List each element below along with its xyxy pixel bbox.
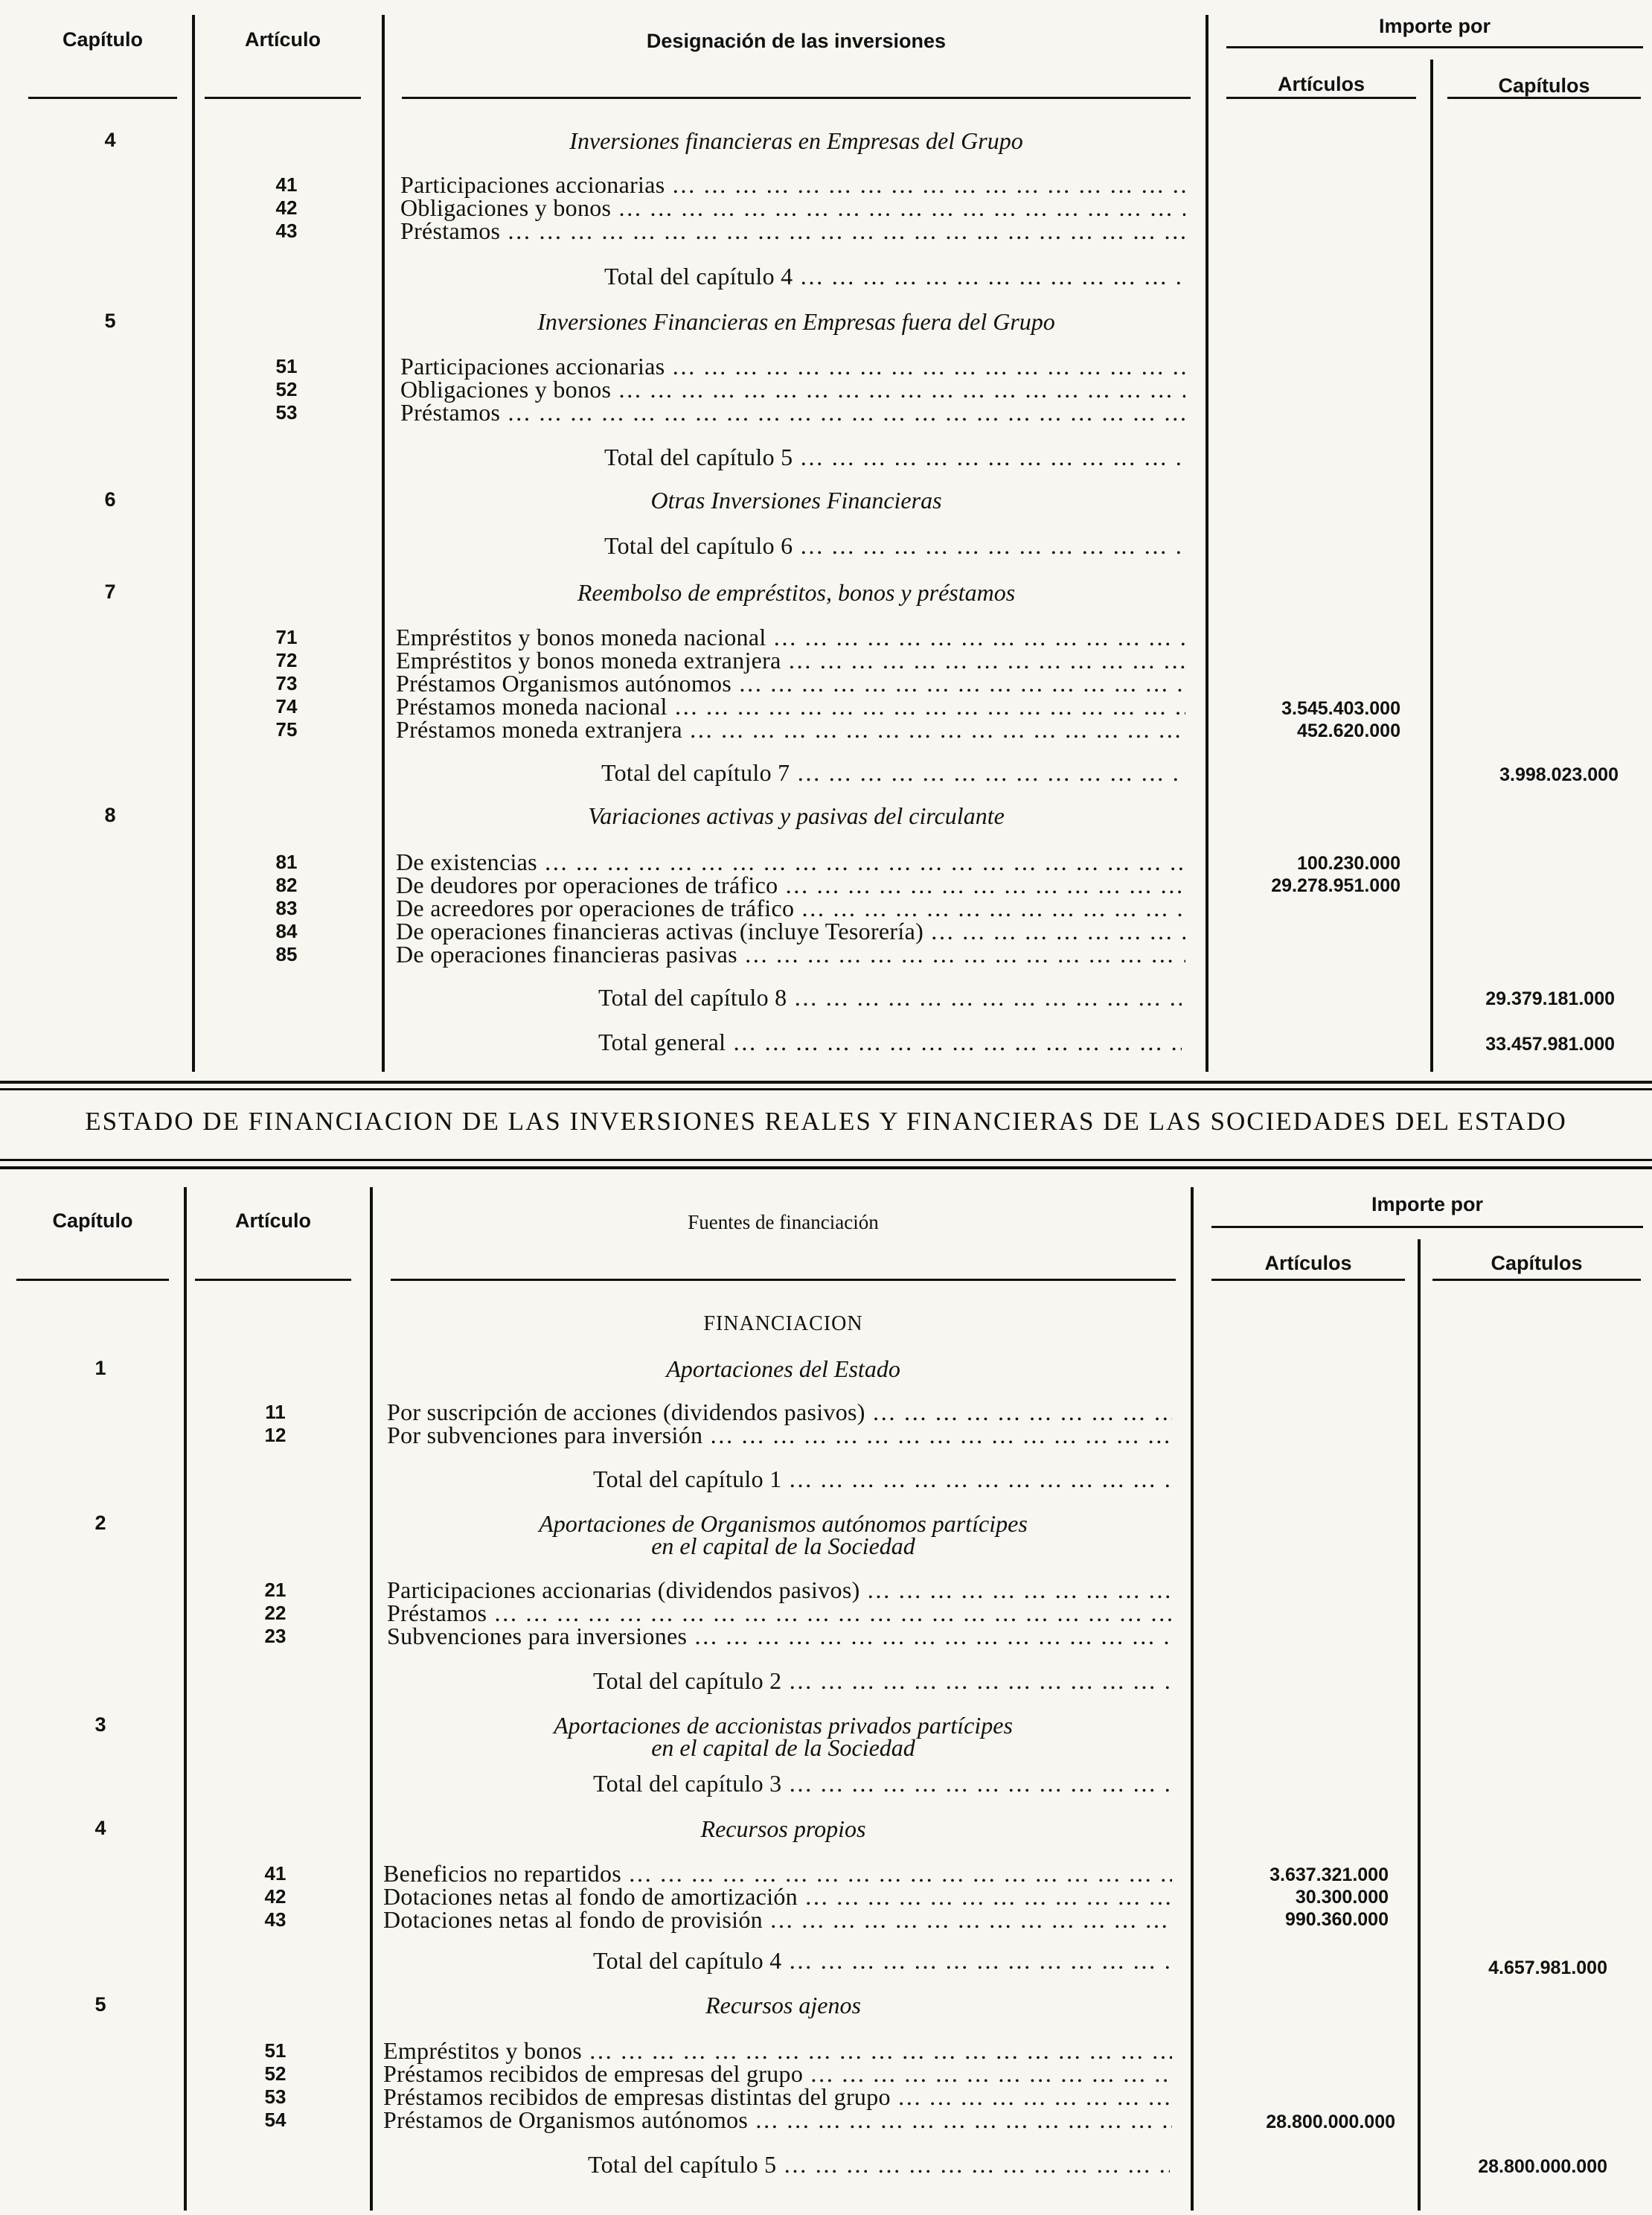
header-importe-por: Importe por <box>1378 15 1491 37</box>
chapter-title: Aportaciones de accionistas privados partícipes <box>554 1712 1013 1739</box>
article-line: Participaciones accionarias (dividendos pasivos) … … … … … … … … … … … … … … … … … … … … … … … … … … … … … … <box>387 1576 1172 1604</box>
column-divider <box>1191 1187 1194 2211</box>
chapter-number: 3 <box>95 1713 106 1736</box>
article-line: Beneficios no repartidos … … … … … … … … … … … … … … … … … … … … … … … … … … … … … … <box>383 1860 1172 1888</box>
article-amount: 3.637.321.000 <box>1270 1864 1389 1885</box>
article-line: Dotaciones netas al fondo de provisión … … … … … … … … … … … … … … … … … … … … … … … … … … … … … … <box>383 1906 1172 1934</box>
article-number: 53 <box>275 401 298 423</box>
header-capitulo: Capítulo <box>63 28 143 51</box>
article-number: 41 <box>264 1862 286 1885</box>
chapter-amount: 3.998.023.000 <box>1499 764 1619 785</box>
header-rule <box>1211 1279 1405 1281</box>
grand-total: Total general … … … … … … … … … … … … … … … … … … … … … … … … … … … … … … <box>598 1029 1182 1056</box>
article-amount: 3.545.403.000 <box>1281 698 1400 719</box>
article-number: 12 <box>264 1424 286 1446</box>
chapter-number: 4 <box>95 1817 106 1839</box>
chapter-total: Total del capítulo 8 … … … … … … … … … … … … … … … … … … … … … … … … … … … … … … <box>598 984 1182 1011</box>
article-line: Dotaciones netas al fondo de amortización … … … … … … … … … … … … … … … … … … … … … … … … … … … … … … <box>383 1883 1172 1911</box>
chapter-title: Inversiones financieras en Empresas del Grupo <box>569 127 1023 154</box>
chapter-number: 1 <box>95 1357 106 1379</box>
article-number: 74 <box>275 695 298 717</box>
section-rule <box>0 1088 1652 1090</box>
article-amount: 30.300.000 <box>1295 1887 1389 1908</box>
article-amount: 990.360.000 <box>1284 1909 1389 1930</box>
chapter-total: Total del capítulo 4 … … … … … … … … … … … … … … … … … … … … … … … … … … … … … … <box>593 1947 1170 1975</box>
article-number: 81 <box>275 851 298 873</box>
article-number: 83 <box>275 897 298 919</box>
chapter-number: 8 <box>104 804 116 826</box>
article-line: Empréstitos y bonos … … … … … … … … … … … … … … … … … … … … … … … … … … … … … … <box>383 2037 1172 2065</box>
column-divider <box>382 15 385 1072</box>
article-line: De acreedores por operaciones de tráfico … … … … … … … … … … … … … … … … … … … … … … … … … … … … … … <box>396 895 1185 922</box>
header-rule <box>1432 1279 1641 1281</box>
column-divider <box>184 1187 187 2211</box>
chapter-number: 7 <box>104 581 116 603</box>
article-amount: 100.230.000 <box>1296 853 1400 874</box>
header-capitulos: Capítulos <box>1498 74 1590 97</box>
header-designacion: Designación de las inversiones <box>646 30 947 52</box>
article-number: 51 <box>264 2039 286 2062</box>
inversiones-table <box>0 0 1652 1072</box>
article-line: Préstamos … … … … … … … … … … … … … … … … … … … … … … … … … … … … … … <box>400 217 1185 245</box>
header-rule <box>195 1279 351 1281</box>
section-rule <box>0 1159 1652 1161</box>
header-capitulo: Capítulo <box>52 1209 133 1232</box>
article-line: Préstamos recibidos de empresas distintas del grupo … … … … … … … … … … … … … … … … … … … … … … … … … … … … … … <box>383 2083 1172 2111</box>
article-line: Obligaciones y bonos … … … … … … … … … … … … … … … … … … … … … … … … … … … … … … <box>400 376 1185 403</box>
chapter-number: 6 <box>104 488 116 511</box>
article-amount: 452.620.000 <box>1296 720 1400 741</box>
section-rule <box>0 1166 1652 1169</box>
article-number: 42 <box>264 1885 286 1908</box>
article-line: Préstamos recibidos de empresas del grupo … … … … … … … … … … … … … … … … … … … … … … … … … … … … … … <box>383 2060 1172 2088</box>
chapter-total: Total del capítulo 6 … … … … … … … … … … … … … … … … … … … … … … … … … … … … … … <box>604 532 1181 560</box>
chapter-amount: 28.800.000.000 <box>1478 2156 1607 2177</box>
article-number: 84 <box>275 920 298 942</box>
chapter-amount: 4.657.981.000 <box>1488 1957 1607 1978</box>
header-rule <box>28 97 177 99</box>
section-heading: FINANCIACION <box>703 1312 863 1335</box>
chapter-title: Recursos propios <box>700 1815 866 1842</box>
chapter-total: Total del capítulo 4 … … … … … … … … … … … … … … … … … … … … … … … … … … … … … … <box>604 263 1181 290</box>
article-amount: 29.278.951.000 <box>1271 875 1400 896</box>
chapter-title-line2: en el capital de la Sociedad <box>651 1734 915 1761</box>
column-divider <box>1206 15 1208 1072</box>
header-rule <box>402 97 1191 99</box>
article-number: 53 <box>264 2085 286 2108</box>
chapter-total: Total del capítulo 5 … … … … … … … … … … … … … … … … … … … … … … … … … … … … … … <box>604 444 1181 471</box>
article-line: De operaciones financieras activas (incluye Tesorería) … … … … … … … … … … … … … … … … … … … … … … … … … … … … … … <box>396 918 1185 945</box>
article-line: Préstamos … … … … … … … … … … … … … … … … … … … … … … … … … … … … … … <box>400 399 1185 426</box>
chapter-total: Total del capítulo 2 … … … … … … … … … … … … … … … … … … … … … … … … … … … … … … <box>593 1667 1170 1695</box>
header-rule <box>391 1279 1176 1281</box>
article-line: Préstamos moneda nacional … … … … … … … … … … … … … … … … … … … … … … … … … … … … … … <box>396 693 1185 720</box>
article-line: Por subvenciones para inversión … … … … … … … … … … … … … … … … … … … … … … … … … … … … … … <box>387 1422 1172 1449</box>
article-number: 23 <box>264 1625 286 1647</box>
chapter-title: Inversiones Financieras en Empresas fuera del Grupo <box>537 308 1055 335</box>
header-rule <box>1226 46 1643 48</box>
article-line: De existencias … … … … … … … … … … … … … … … … … … … … … … … … … … … … … … <box>396 848 1185 876</box>
article-number: 75 <box>275 718 298 741</box>
article-line: Préstamos … … … … … … … … … … … … … … … … … … … … … … … … … … … … … … <box>387 1599 1172 1627</box>
header-articulos: Artículos <box>1264 1252 1352 1274</box>
chapter-title: Aportaciones de Organismos autónomos partícipes <box>539 1510 1028 1537</box>
header-articulo: Artículo <box>234 1209 311 1232</box>
article-line: Subvenciones para inversiones … … … … … … … … … … … … … … … … … … … … … … … … … … … … … … <box>387 1623 1172 1650</box>
article-line: Empréstitos y bonos moneda extranjera … … … … … … … … … … … … … … … … … … … … … … … … … … … … … … <box>396 647 1185 674</box>
article-number: 71 <box>275 626 298 648</box>
article-amount: 28.800.000.000 <box>1266 2112 1395 2132</box>
article-number: 85 <box>275 943 298 965</box>
chapter-title: Reembolso de empréstitos, bonos y préstamos <box>577 579 1016 606</box>
article-number: 43 <box>275 220 298 242</box>
chapter-total: Total del capítulo 5 … … … … … … … … … … … … … … … … … … … … … … … … … … … … … … <box>588 2151 1170 2179</box>
article-line: De operaciones financieras pasivas … … … … … … … … … … … … … … … … … … … … … … … … … … … … … … <box>396 941 1185 968</box>
article-number: 52 <box>264 2062 286 2085</box>
article-number: 43 <box>264 1908 286 1931</box>
article-number: 52 <box>275 378 298 400</box>
chapter-total: Total del capítulo 3 … … … … … … … … … … … … … … … … … … … … … … … … … … … … … … <box>593 1770 1170 1797</box>
column-divider <box>1418 1239 1421 2211</box>
article-number: 82 <box>275 874 298 896</box>
article-number: 54 <box>264 2109 286 2131</box>
section-rule <box>0 1081 1652 1084</box>
article-number: 22 <box>264 1602 286 1624</box>
chapter-total: Total del capítulo 1 … … … … … … … … … … … … … … … … … … … … … … … … … … … … … … <box>593 1466 1170 1493</box>
header-articulos: Artículos <box>1277 73 1366 95</box>
article-line: Préstamos Organismos autónomos … … … … … … … … … … … … … … … … … … … … … … … … … … … … … … <box>396 670 1185 697</box>
header-importe-por: Importe por <box>1371 1193 1483 1215</box>
header-rule <box>16 1279 169 1281</box>
column-divider <box>370 1187 373 2211</box>
chapter-number: 2 <box>95 1512 106 1534</box>
article-number: 42 <box>275 196 298 219</box>
chapter-title-line2: en el capital de la Sociedad <box>651 1532 915 1559</box>
column-divider <box>1430 60 1433 1072</box>
grand-total-amount: 33.457.981.000 <box>1485 1034 1615 1055</box>
article-line: Préstamos moneda extranjera … … … … … … … … … … … … … … … … … … … … … … … … … … … … … … <box>396 716 1185 744</box>
header-rule <box>205 97 361 99</box>
chapter-title: Recursos ajenos <box>705 1992 861 2019</box>
article-number: 72 <box>275 649 298 671</box>
header-capitulos: Capítulos <box>1491 1252 1583 1274</box>
article-line: Participaciones accionarias … … … … … … … … … … … … … … … … … … … … … … … … … … … … … … <box>400 353 1185 380</box>
article-number: 73 <box>275 672 298 694</box>
header-rule <box>1211 1226 1643 1228</box>
chapter-amount: 29.379.181.000 <box>1485 988 1615 1009</box>
financiacion-table <box>0 1180 1652 2215</box>
article-line: Obligaciones y bonos … … … … … … … … … … … … … … … … … … … … … … … … … … … … … … <box>400 194 1185 222</box>
chapter-title: Variaciones activas y pasivas del circulante <box>588 802 1005 829</box>
chapter-number: 5 <box>104 310 116 332</box>
chapter-title: Aportaciones del Estado <box>666 1355 900 1382</box>
article-line: Préstamos de Organismos autónomos … … … … … … … … … … … … … … … … … … … … … … … … … … … … … … <box>383 2106 1172 2134</box>
chapter-title: Otras Inversiones Financieras <box>650 487 942 514</box>
article-number: 11 <box>265 1401 286 1423</box>
article-number: 41 <box>275 173 298 196</box>
financing-banner-title: ESTADO DE FINANCIACION DE LAS INVERSIONES REALES Y FINANCIERAS DE LAS SOCIEDADES DEL ESTADO <box>85 1107 1567 1136</box>
header-rule <box>1226 97 1416 99</box>
column-divider <box>192 15 195 1072</box>
chapter-number: 5 <box>95 1993 106 2016</box>
article-line: De deudores por operaciones de tráfico … … … … … … … … … … … … … … … … … … … … … … … … … … … … … … <box>396 872 1185 899</box>
article-line: Empréstitos y bonos moneda nacional … … … … … … … … … … … … … … … … … … … … … … … … … … … … … … <box>396 624 1185 651</box>
article-line: Por suscripción de acciones (dividendos pasivos) … … … … … … … … … … … … … … … … … … … … … … … … … … … … … … <box>387 1399 1172 1426</box>
article-line: Participaciones accionarias … … … … … … … … … … … … … … … … … … … … … … … … … … … … … … <box>400 171 1185 199</box>
header-fuentes: Fuentes de financiación <box>688 1211 879 1233</box>
header-articulo: Artículo <box>244 28 321 51</box>
article-number: 51 <box>275 355 298 377</box>
chapter-number: 4 <box>104 129 116 151</box>
article-number: 21 <box>264 1579 286 1601</box>
chapter-total: Total del capítulo 7 … … … … … … … … … … … … … … … … … … … … … … … … … … … … … … <box>601 759 1182 787</box>
